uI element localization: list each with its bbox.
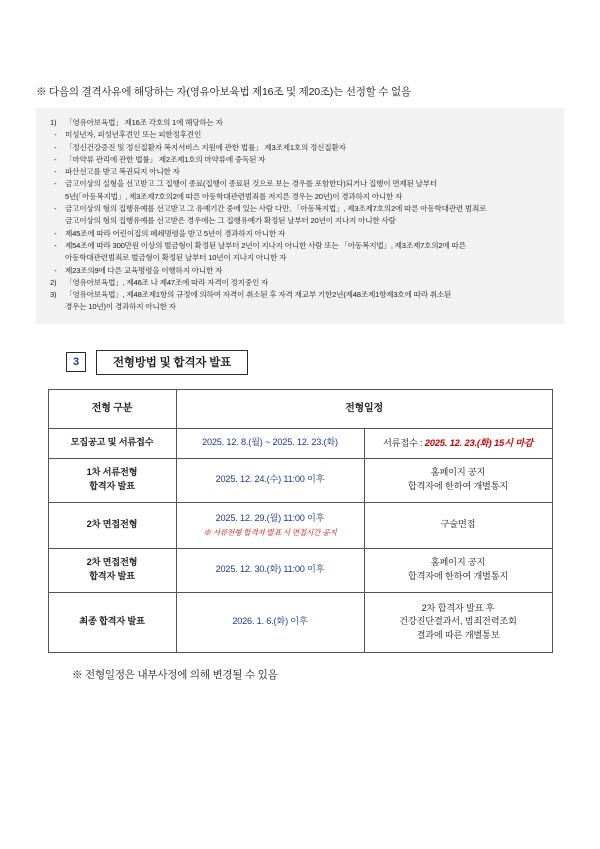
table-header-row (48, 389, 552, 428)
row-label: 2차 면접전형 (48, 502, 176, 548)
row-detail (364, 592, 552, 652)
list-text-line1: 금고이상의 실형을 선고받고 그 집행이 종료(집행이 종료된 것으로 보는 경우를 포함한다)되거나 집행이 면제된 날부터 (65, 179, 437, 189)
row-detail-line2: 합격자에 한하여 개별통지 (407, 481, 509, 492)
list-text: 파산선고를 받고 복권되지 아니한 자 (65, 167, 180, 177)
list-text-line2: 5년(「아동복지법」, 제3조제7호의2에 따른 아동학대관련범죄를 저지른 경우는 20년)이 경과하지 아니한 자 (65, 191, 403, 201)
table-row (48, 592, 552, 652)
list-text (65, 289, 554, 314)
list-item (50, 129, 554, 141)
row-detail-line1: 홈페이지 공지 (430, 467, 486, 478)
list-item (50, 240, 554, 265)
row-detail (364, 428, 552, 458)
disqualification-box (36, 108, 564, 324)
row-label-line2: 합격자 발표 (89, 481, 135, 492)
list-text (65, 240, 554, 265)
table-row (48, 428, 552, 458)
list-item (50, 289, 554, 314)
list-text-line1: 「영유아보육법」, 제48조제1항의 규정에 의하여 자격이 취소된 후 자격 재교부 기한2년(제48조제1항제3호에 따라 취소된 (65, 290, 452, 300)
list-marker: 3) (50, 290, 57, 300)
row-label-line1: 1차 서류전형 (86, 467, 138, 478)
section-title: 전형방법 및 합격자 발표 (96, 350, 248, 375)
list-text (65, 178, 554, 203)
list-marker: - (54, 204, 57, 214)
row-label: 최종 합격자 발표 (48, 592, 176, 652)
row-detail-deadline: 2025. 12. 23.(화) 15시 마감 (424, 436, 533, 448)
row-date: 2025. 12. 24.(수) 11:00 이후 (176, 458, 364, 502)
list-item (50, 166, 554, 178)
list-text: 제23조의9에 다른 교육명령을 이행하지 아니한 자 (65, 265, 223, 275)
list-marker: - (54, 265, 57, 275)
table-row (48, 458, 552, 502)
list-marker: - (54, 240, 57, 250)
list-marker: - (54, 179, 57, 189)
section-number: 3 (66, 352, 86, 372)
list-text-line2: 금고이상의 형의 집행유예를 선고받은 경우에는 그 집행유예가 확정된 날부터 20년이 지나지 아니한 사람 (65, 216, 396, 226)
list-text: 「영유아보육법」 제16조 각호의 1에 해당하는 자 (65, 118, 223, 127)
list-marker: - (54, 228, 57, 238)
row-detail-label: 서류접수 : (382, 437, 423, 448)
list-item (50, 265, 554, 277)
list-item (50, 277, 554, 289)
row-date-note: ※ 서류전형 합격자 발표 시 면접시간 공지 (203, 528, 337, 538)
row-detail-line1: 2차 합격자 발표 후 (421, 602, 495, 613)
list-text-line1: 금고이상의 형의 집행유예를 선고받고 그 유예기간 중에 있는 사람 다만, 「아동복지법」, 제3조제7호의2에 따른 아동학대관련 범죄로 (65, 204, 487, 214)
table-row (48, 502, 552, 548)
list-item (50, 203, 554, 228)
list-marker: 1) (50, 118, 57, 127)
row-label (48, 548, 176, 592)
row-label-line2: 합격자 발표 (89, 571, 135, 582)
list-marker: - (54, 130, 57, 140)
row-date: 2025. 12. 30.(화) 11:00 이후 (176, 548, 364, 592)
list-text: 「영유아보육법」, 제46조 나 제47조에 따라 자격이 정지중인 자 (65, 277, 269, 287)
list-item (50, 142, 554, 154)
list-text: 「마약류 관리에 관한 법률」 제2조제1호의 마약류에 중독된 자 (65, 154, 266, 164)
list-item (50, 117, 554, 129)
list-marker: - (54, 154, 57, 164)
row-detail: 구술면접 (364, 502, 552, 548)
row-date-text: 2025. 12. 29.(월) 11:00 이후 (215, 512, 325, 523)
row-label-line1: 2차 면접전형 (86, 557, 138, 568)
row-date: 2026. 1. 6.(화) 이후 (176, 592, 364, 652)
column-header-category: 전형 구분 (48, 389, 176, 428)
list-marker: - (54, 142, 57, 152)
list-marker: - (54, 167, 57, 177)
list-text (65, 203, 554, 228)
row-detail (364, 548, 552, 592)
table-row (48, 548, 552, 592)
list-marker: 2) (50, 277, 57, 287)
row-detail-line1: 홈페이지 공지 (430, 557, 486, 568)
schedule-table (48, 389, 553, 653)
list-text-line2: 아동학대관련범죄로 벌금형이 확정된 날부터 10년이 지나지 아니한 자 (65, 253, 287, 263)
list-item (50, 228, 554, 240)
list-text: 제45조에 따라 어린이집의 폐쇄명령을 받고 5년이 경과하지 아니한 자 (65, 228, 286, 238)
list-text: 미성년자, 피성년후견인 또는 피한정후견인 (65, 130, 202, 140)
row-label (48, 458, 176, 502)
row-date: 2025. 12. 8.(월) ~ 2025. 12. 23.(화) (176, 428, 364, 458)
section-heading (36, 350, 564, 375)
list-item (50, 178, 554, 203)
disqualification-heading: ※ 다음의 결격사유에 해당하는 자(영유아보육법 제16조 및 제20조)는 선정할 수 없음 (36, 86, 411, 98)
row-date (176, 502, 364, 548)
list-text-line2: 경우는 10년)이 경과하지 아니한 자 (65, 302, 176, 312)
column-header-schedule: 전형일정 (176, 389, 552, 428)
row-label: 모집공고 및 서류접수 (48, 428, 176, 458)
list-text-line1: 제54조에 따라 300만원 이상의 벌금형이 확정된 날부터 2년이 지나지 아니한 사람 또는 「아동복지법」, 제3조제7호의2에 따른 (65, 240, 466, 250)
list-text: 「정신건강증진 및 정신질환자 복지서비스 지원에 관한 법률」 제3조제1호의 정신질환자 (65, 142, 346, 152)
row-detail-line2: 건강진단결과서, 범죄전력조회 (399, 616, 517, 627)
row-detail (364, 458, 552, 502)
row-detail-line3: 결과에 따른 개별통보 (416, 630, 500, 641)
footer-note: ※ 전형일정은 내부사정에 의해 변경될 수 있음 (72, 668, 278, 681)
row-detail-line2: 합격자에 한하여 개별통지 (407, 571, 509, 582)
list-item (50, 154, 554, 166)
